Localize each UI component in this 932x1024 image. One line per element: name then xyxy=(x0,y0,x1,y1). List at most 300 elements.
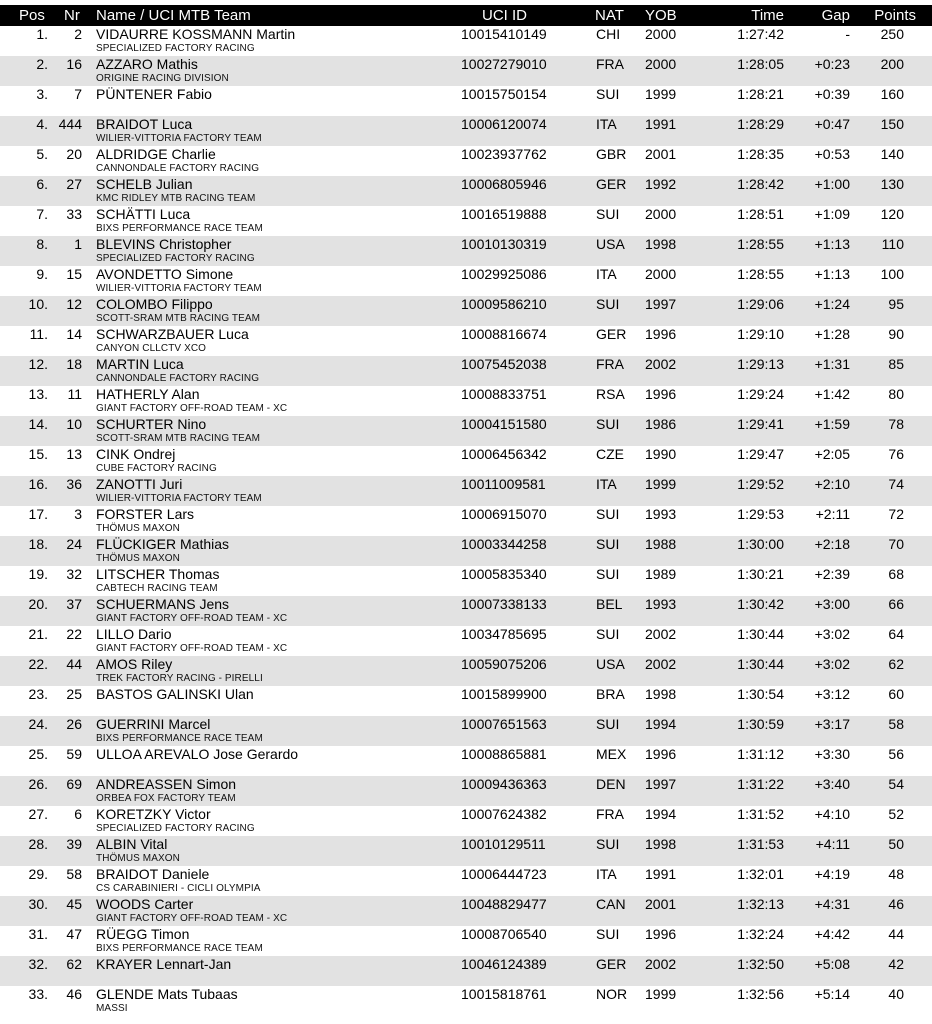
uci-id: 10007338133 xyxy=(461,596,547,612)
header-time: Time xyxy=(751,7,784,24)
time-gap: +5:14 xyxy=(814,986,850,1002)
row-nr: 39 xyxy=(66,836,82,852)
points: 130 xyxy=(880,176,904,192)
row-pos: 33. xyxy=(28,986,48,1002)
team-name: ORIGINE RACING DIVISION xyxy=(96,73,229,84)
nationality: GBR xyxy=(596,146,627,162)
race-time: 1:29:52 xyxy=(737,476,784,492)
row-nr: 2 xyxy=(74,26,82,42)
row-pos: 7. xyxy=(36,206,48,222)
table-row xyxy=(0,956,932,986)
points: 56 xyxy=(888,746,904,762)
rider-name: AZZARO Mathis xyxy=(96,56,198,72)
row-nr: 13 xyxy=(66,446,82,462)
row-nr: 44 xyxy=(66,656,82,672)
nationality: SUI xyxy=(596,296,620,312)
uci-id: 10046124389 xyxy=(461,956,547,972)
team-name: BIXS PERFORMANCE RACE TEAM xyxy=(96,943,263,954)
rider-name: ALBIN Vital xyxy=(96,836,168,852)
year-of-birth: 2002 xyxy=(645,356,677,372)
uci-id: 10006456342 xyxy=(461,446,547,462)
race-time: 1:28:55 xyxy=(737,236,784,252)
row-pos: 12. xyxy=(28,356,48,372)
header-pos: Pos xyxy=(19,7,45,24)
race-time: 1:31:22 xyxy=(737,776,784,792)
year-of-birth: 2002 xyxy=(645,626,677,642)
rider-name: WOODS Carter xyxy=(96,896,194,912)
points: 44 xyxy=(888,926,904,942)
nationality: USA xyxy=(596,236,625,252)
row-pos: 8. xyxy=(36,236,48,252)
time-gap: +3:17 xyxy=(814,716,850,732)
uci-id: 10010129511 xyxy=(461,836,546,852)
nationality: ITA xyxy=(596,476,617,492)
table-row xyxy=(0,176,932,206)
race-time: 1:28:55 xyxy=(737,266,784,282)
year-of-birth: 1999 xyxy=(645,86,677,102)
table-row xyxy=(0,146,932,176)
points: 100 xyxy=(880,266,904,282)
header-name: Name / UCI MTB Team xyxy=(96,7,251,24)
points: 74 xyxy=(888,476,904,492)
row-pos: 9. xyxy=(36,266,48,282)
table-row xyxy=(0,866,932,896)
time-gap: +2:10 xyxy=(814,476,850,492)
rider-name: FORSTER Lars xyxy=(96,506,195,522)
rider-name: PÜNTENER Fabio xyxy=(96,86,212,102)
race-time: 1:28:42 xyxy=(737,176,784,192)
points: 160 xyxy=(880,86,904,102)
rider-name: VIDAURRE KOSSMANN Martin xyxy=(96,26,296,42)
race-time: 1:30:59 xyxy=(737,716,784,732)
table-header xyxy=(0,5,932,26)
nationality: FRA xyxy=(596,56,624,72)
time-gap: +2:11 xyxy=(815,506,850,522)
points: 62 xyxy=(888,656,904,672)
rider-name: SCHURTER Nino xyxy=(96,416,207,432)
row-nr: 12 xyxy=(66,296,82,312)
time-gap: +0:23 xyxy=(814,56,850,72)
nationality: GER xyxy=(596,176,627,192)
time-gap: +1:13 xyxy=(814,266,850,282)
points: 76 xyxy=(888,446,904,462)
year-of-birth: 2002 xyxy=(645,656,677,672)
points: 50 xyxy=(888,836,904,852)
race-time: 1:30:00 xyxy=(737,536,784,552)
rider-name: ANDREASSEN Simon xyxy=(96,776,237,792)
uci-id: 10015750154 xyxy=(461,86,547,102)
row-nr: 25 xyxy=(66,686,82,702)
points: 78 xyxy=(888,416,904,432)
team-name: TREK FACTORY RACING - PIRELLI xyxy=(96,673,263,684)
row-pos: 27. xyxy=(28,806,48,822)
time-gap: +4:10 xyxy=(814,806,850,822)
points: 42 xyxy=(888,956,904,972)
nationality: SUI xyxy=(596,536,620,552)
team-name: SPECIALIZED FACTORY RACING xyxy=(96,253,255,264)
uci-id: 10029925086 xyxy=(461,266,547,282)
team-name: BIXS PERFORMANCE RACE TEAM xyxy=(96,223,263,234)
uci-id: 10007651563 xyxy=(461,716,547,732)
row-pos: 19. xyxy=(28,566,48,582)
uci-id: 10006120074 xyxy=(461,116,547,132)
rider-name: ULLOA AREVALO Jose Gerardo xyxy=(96,746,299,762)
uci-id: 10003344258 xyxy=(461,536,547,552)
team-name: GIANT FACTORY OFF-ROAD TEAM - XC xyxy=(96,613,288,624)
team-name: BIXS PERFORMANCE RACE TEAM xyxy=(96,733,263,744)
uci-id: 10009436363 xyxy=(461,776,547,792)
points: 60 xyxy=(888,686,904,702)
rider-name: BRAIDOT Luca xyxy=(96,116,193,132)
nationality: GER xyxy=(596,956,627,972)
points: 150 xyxy=(880,116,904,132)
nationality: USA xyxy=(596,656,625,672)
year-of-birth: 2001 xyxy=(645,146,677,162)
race-time: 1:31:52 xyxy=(737,806,784,822)
row-pos: 1. xyxy=(36,26,48,42)
time-gap: +0:39 xyxy=(814,86,850,102)
race-time: 1:28:51 xyxy=(737,206,784,222)
race-time: 1:29:24 xyxy=(737,386,784,402)
team-name: SCOTT-SRAM MTB RACING TEAM xyxy=(96,313,261,324)
time-gap: +1:28 xyxy=(814,326,850,342)
team-name: SPECIALIZED FACTORY RACING xyxy=(96,823,255,834)
row-nr: 20 xyxy=(66,146,82,162)
race-time: 1:29:13 xyxy=(737,356,784,372)
uci-id: 10027279010 xyxy=(461,56,547,72)
year-of-birth: 1990 xyxy=(645,446,677,462)
table-row xyxy=(0,746,932,776)
table-row xyxy=(0,266,932,296)
race-time: 1:30:21 xyxy=(737,566,784,582)
rider-name: GLENDE Mats Tubaas xyxy=(96,986,238,1002)
row-pos: 22. xyxy=(28,656,48,672)
rider-name: AMOS Riley xyxy=(96,656,173,672)
team-name: THÖMUS MAXON xyxy=(96,523,180,534)
nationality: ITA xyxy=(596,866,617,882)
year-of-birth: 1996 xyxy=(645,926,677,942)
race-time: 1:32:24 xyxy=(737,926,784,942)
table-row xyxy=(0,686,932,716)
year-of-birth: 1986 xyxy=(645,416,677,432)
points: 120 xyxy=(880,206,904,222)
year-of-birth: 1996 xyxy=(645,326,677,342)
row-pos: 16. xyxy=(28,476,48,492)
points: 54 xyxy=(888,776,904,792)
header-nr: Nr xyxy=(64,7,80,24)
race-time: 1:32:56 xyxy=(737,986,784,1002)
table-row xyxy=(0,986,932,1016)
team-name: CABTECH RACING TEAM xyxy=(96,583,218,594)
row-nr: 37 xyxy=(66,596,82,612)
row-pos: 23. xyxy=(28,686,48,702)
uci-id: 10015410149 xyxy=(461,26,547,42)
table-row xyxy=(0,926,932,956)
race-time: 1:29:41 xyxy=(737,416,784,432)
points: 70 xyxy=(888,536,904,552)
row-pos: 6. xyxy=(36,176,48,192)
header-yob: YOB xyxy=(645,7,677,24)
team-name: ORBEA FOX FACTORY TEAM xyxy=(96,793,236,804)
year-of-birth: 1999 xyxy=(645,986,677,1002)
row-nr: 59 xyxy=(66,746,82,762)
nationality: BEL xyxy=(596,596,623,612)
year-of-birth: 1996 xyxy=(645,746,677,762)
uci-id: 10034785695 xyxy=(461,626,547,642)
row-nr: 6 xyxy=(74,806,82,822)
time-gap: +3:00 xyxy=(814,596,850,612)
uci-id: 10010130319 xyxy=(461,236,547,252)
time-gap: +0:53 xyxy=(814,146,850,162)
team-name: MASSI xyxy=(96,1003,128,1014)
uci-id: 10015899900 xyxy=(461,686,547,702)
nationality: RSA xyxy=(596,386,625,402)
row-pos: 24. xyxy=(28,716,48,732)
time-gap: - xyxy=(845,26,850,42)
time-gap: +3:02 xyxy=(814,626,850,642)
table-row xyxy=(0,806,932,836)
row-pos: 3. xyxy=(36,86,48,102)
time-gap: +1:31 xyxy=(814,356,850,372)
team-name: CANNONDALE FACTORY RACING xyxy=(96,373,260,384)
rider-name: AVONDETTO Simone xyxy=(96,266,234,282)
team-name: CANYON CLLCTV XCO xyxy=(96,343,207,354)
rider-name: SCHÄTTI Luca xyxy=(96,206,191,222)
table-row xyxy=(0,86,932,116)
row-nr: 16 xyxy=(66,56,82,72)
rider-name: COLOMBO Filippo xyxy=(96,296,213,312)
uci-id: 10008865881 xyxy=(461,746,547,762)
team-name: SPECIALIZED FACTORY RACING xyxy=(96,43,255,54)
time-gap: +1:24 xyxy=(814,296,850,312)
team-name: GIANT FACTORY OFF-ROAD TEAM - XC xyxy=(96,913,288,924)
rider-name: BASTOS GALINSKI Ulan xyxy=(96,686,254,702)
race-time: 1:27:42 xyxy=(737,26,784,42)
nationality: SUI xyxy=(596,566,620,582)
row-nr: 46 xyxy=(66,986,82,1002)
time-gap: +4:31 xyxy=(814,896,850,912)
points: 140 xyxy=(880,146,904,162)
time-gap: +1:00 xyxy=(814,176,850,192)
time-gap: +3:02 xyxy=(814,656,850,672)
nationality: SUI xyxy=(596,716,620,732)
year-of-birth: 1991 xyxy=(645,116,677,132)
nationality: FRA xyxy=(596,356,624,372)
table-row xyxy=(0,386,932,416)
team-name: SCOTT-SRAM MTB RACING TEAM xyxy=(96,433,261,444)
race-time: 1:32:50 xyxy=(737,956,784,972)
nationality: MEX xyxy=(596,746,627,762)
team-name: CS CARABINIERI - CICLI OLYMPIA xyxy=(96,883,261,894)
nationality: DEN xyxy=(596,776,626,792)
rider-name: SCHELB Julian xyxy=(96,176,193,192)
team-name: KMC RIDLEY MTB RACING TEAM xyxy=(96,193,256,204)
year-of-birth: 1998 xyxy=(645,236,677,252)
year-of-birth: 1991 xyxy=(645,866,677,882)
points: 250 xyxy=(880,26,904,42)
rider-name: SCHUERMANS Jens xyxy=(96,596,230,612)
header-points: Points xyxy=(874,7,916,24)
time-gap: +2:18 xyxy=(814,536,850,552)
uci-id: 10023937762 xyxy=(461,146,547,162)
row-nr: 15 xyxy=(66,266,82,282)
row-nr: 3 xyxy=(74,506,82,522)
uci-id: 10008816674 xyxy=(461,326,547,342)
team-name: WILIER-VITTORIA FACTORY TEAM xyxy=(96,283,262,294)
points: 66 xyxy=(888,596,904,612)
nationality: FRA xyxy=(596,806,624,822)
table-row xyxy=(0,656,932,686)
nationality: SUI xyxy=(596,86,620,102)
row-pos: 20. xyxy=(28,596,48,612)
table-row xyxy=(0,416,932,446)
row-nr: 58 xyxy=(66,866,82,882)
row-nr: 45 xyxy=(66,896,82,912)
table-row xyxy=(0,56,932,86)
year-of-birth: 1994 xyxy=(645,806,677,822)
year-of-birth: 1993 xyxy=(645,596,677,612)
points: 110 xyxy=(881,236,904,252)
time-gap: +1:59 xyxy=(814,416,850,432)
time-gap: +3:30 xyxy=(814,746,850,762)
nationality: CAN xyxy=(596,896,626,912)
rider-name: KORETZKY Victor xyxy=(96,806,211,822)
year-of-birth: 1996 xyxy=(645,386,677,402)
header-nat: NAT xyxy=(595,7,624,24)
nationality: CZE xyxy=(596,446,624,462)
table-row xyxy=(0,26,932,56)
year-of-birth: 1998 xyxy=(645,686,677,702)
table-row xyxy=(0,626,932,656)
row-nr: 62 xyxy=(66,956,82,972)
row-pos: 30. xyxy=(28,896,48,912)
rider-name: HATHERLY Alan xyxy=(96,386,200,402)
year-of-birth: 1997 xyxy=(645,776,677,792)
nationality: BRA xyxy=(596,686,625,702)
table-row xyxy=(0,536,932,566)
nationality: SUI xyxy=(596,206,620,222)
row-pos: 2. xyxy=(36,56,48,72)
time-gap: +4:42 xyxy=(814,926,850,942)
points: 95 xyxy=(888,296,904,312)
year-of-birth: 1999 xyxy=(645,476,677,492)
nationality: ITA xyxy=(596,116,617,132)
uci-id: 10005835340 xyxy=(461,566,547,582)
time-gap: +1:09 xyxy=(814,206,850,222)
points: 48 xyxy=(888,866,904,882)
team-name: GIANT FACTORY OFF-ROAD TEAM - XC xyxy=(96,403,288,414)
row-nr: 7 xyxy=(74,86,82,102)
race-time: 1:29:53 xyxy=(737,506,784,522)
nationality: SUI xyxy=(596,836,620,852)
time-gap: +1:13 xyxy=(814,236,850,252)
points: 68 xyxy=(888,566,904,582)
team-name: GIANT FACTORY OFF-ROAD TEAM - XC xyxy=(96,643,288,654)
race-time: 1:30:44 xyxy=(737,626,784,642)
row-pos: 17. xyxy=(28,506,48,522)
points: 52 xyxy=(888,806,904,822)
team-name: CUBE FACTORY RACING xyxy=(96,463,217,474)
race-time: 1:31:53 xyxy=(737,836,784,852)
nationality: SUI xyxy=(596,416,620,432)
nationality: SUI xyxy=(596,626,620,642)
race-time: 1:29:10 xyxy=(737,326,784,342)
rider-name: ALDRIDGE Charlie xyxy=(96,146,216,162)
nationality: SUI xyxy=(596,506,620,522)
row-pos: 11. xyxy=(29,326,48,342)
table-row xyxy=(0,446,932,476)
row-pos: 28. xyxy=(28,836,48,852)
year-of-birth: 2000 xyxy=(645,206,677,222)
race-time: 1:32:01 xyxy=(737,866,784,882)
rider-name: LILLO Dario xyxy=(96,626,172,642)
uci-id: 10004151580 xyxy=(461,416,547,432)
race-time: 1:30:54 xyxy=(737,686,784,702)
race-time: 1:29:06 xyxy=(737,296,784,312)
row-nr: 36 xyxy=(66,476,82,492)
table-row xyxy=(0,296,932,326)
uci-id: 10008706540 xyxy=(461,926,547,942)
rider-name: SCHWARZBAUER Luca xyxy=(96,326,249,342)
year-of-birth: 2002 xyxy=(645,956,677,972)
race-time: 1:32:13 xyxy=(737,896,784,912)
uci-id: 10008833751 xyxy=(461,386,547,402)
row-pos: 21. xyxy=(28,626,48,642)
time-gap: +3:12 xyxy=(814,686,850,702)
row-nr: 18 xyxy=(66,356,82,372)
header-uci-id: UCI ID xyxy=(482,7,527,24)
row-nr: 444 xyxy=(58,116,82,132)
time-gap: +0:47 xyxy=(814,116,850,132)
row-pos: 29. xyxy=(28,866,48,882)
table-row xyxy=(0,596,932,626)
time-gap: +3:40 xyxy=(814,776,850,792)
table-row xyxy=(0,476,932,506)
uci-id: 10006805946 xyxy=(461,176,547,192)
race-time: 1:30:44 xyxy=(737,656,784,672)
rider-name: GUERRINI Marcel xyxy=(96,716,211,732)
row-nr: 47 xyxy=(66,926,82,942)
time-gap: +4:11 xyxy=(815,836,850,852)
race-time: 1:29:47 xyxy=(737,446,784,462)
row-pos: 32. xyxy=(28,956,48,972)
row-pos: 31. xyxy=(28,926,48,942)
row-nr: 26 xyxy=(66,716,82,732)
row-nr: 14 xyxy=(66,326,82,342)
race-time: 1:28:35 xyxy=(737,146,784,162)
year-of-birth: 1992 xyxy=(645,176,677,192)
table-row xyxy=(0,566,932,596)
table-row xyxy=(0,206,932,236)
nationality: NOR xyxy=(596,986,628,1002)
year-of-birth: 2000 xyxy=(645,56,677,72)
rider-name: BLEVINS Christopher xyxy=(96,236,232,252)
rider-name: KRAYER Lennart-Jan xyxy=(96,956,232,972)
nationality: GER xyxy=(596,326,627,342)
row-nr: 22 xyxy=(66,626,82,642)
year-of-birth: 1994 xyxy=(645,716,677,732)
time-gap: +2:05 xyxy=(814,446,850,462)
rider-name: ZANOTTI Juri xyxy=(96,476,183,492)
race-time: 1:31:12 xyxy=(737,746,784,762)
table-row xyxy=(0,356,932,386)
row-nr: 10 xyxy=(66,416,82,432)
uci-id: 10015818761 xyxy=(461,986,547,1002)
header-gap: Gap xyxy=(821,7,850,24)
time-gap: +4:19 xyxy=(814,866,850,882)
row-pos: 18. xyxy=(28,536,48,552)
points: 64 xyxy=(888,626,904,642)
